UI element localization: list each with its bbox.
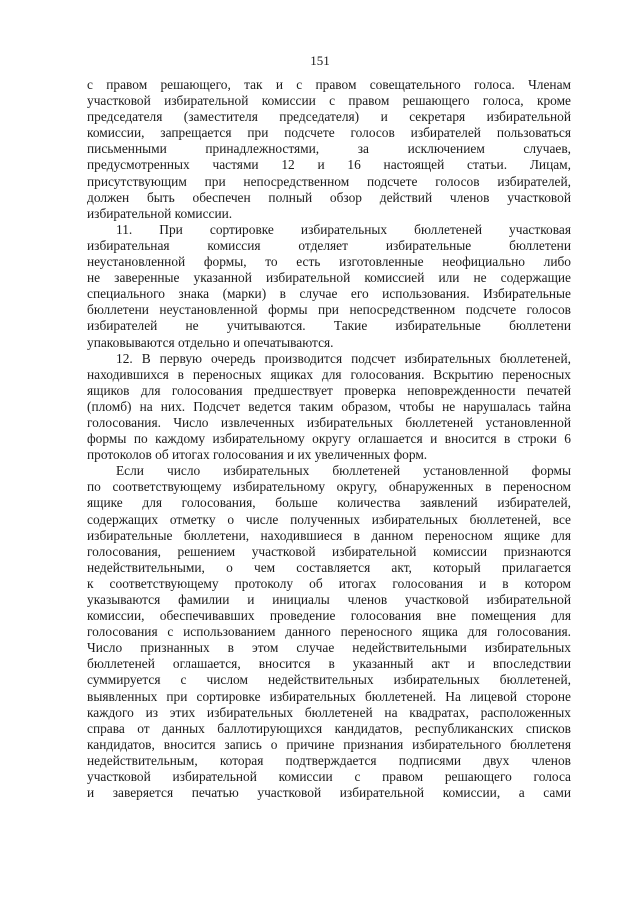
- text-line: суммируется с числом недействительных избирательных бюллетеней,: [87, 672, 571, 688]
- text-line: протоколов об итогах голосования и их увеличенных форм.: [87, 447, 428, 463]
- text-line: письменными принадлежностями, за исключением случаев,: [87, 141, 571, 157]
- text-line: справа от данных баллотирующихся кандидатов, республиканских списков: [87, 720, 571, 736]
- text-line: должен быть обеспечен полный обзор действий членов участковой: [87, 189, 571, 205]
- text-line: избирательные бюллетени, находившиеся в данном переносном ящике для: [87, 527, 571, 543]
- text-line: находившихся в переносных ящиках для голосования. Вскрытию переносных: [87, 366, 571, 382]
- text-line: Если число избирательных бюллетеней установленной формы: [116, 463, 571, 479]
- text-line: недействительным, которая подтверждается подписями двух членов: [87, 752, 571, 768]
- text-line: Число признанных в этом случае недействительными избирательных: [87, 640, 571, 656]
- text-line: каждого из этих избирательных бюллетеней на квадратах, расположенных: [87, 704, 571, 720]
- text-line: и заверяется печатью участковой избирательной комиссии, а сами: [87, 785, 571, 801]
- text-line: недействительными, о чем составляется акт, который прилагается: [87, 559, 571, 575]
- document-body: [87, 77, 571, 801]
- text-line: бюллетеней оглашается, вносится в указанный акт и впоследствии: [87, 656, 571, 672]
- text-line: комиссии, запрещается при подсчете голосов избирателей пользоваться: [87, 125, 571, 141]
- text-line: содержащих отметку о числе полученных избирательных бюллетеней, все: [87, 511, 571, 527]
- text-line: участковой избирательной комиссии с правом решающего голоса, кроме: [87, 93, 571, 109]
- text-line: председателя (заместителя председателя) и секретаря избирательной: [87, 109, 571, 125]
- text-line: голосования. Число извлеченных избирательных бюллетеней установленной: [87, 414, 571, 430]
- text-line: неустановленной формы, то есть изготовленные неофициально либо: [87, 254, 571, 270]
- text-line: 12. В первую очередь производится подсчет избирательных бюллетеней,: [116, 350, 571, 366]
- text-line: голосования с использованием данного переносного ящика для голосования.: [87, 624, 571, 640]
- text-line: указываются фамилии и инициалы членов участковой избирательной: [87, 592, 571, 607]
- text-line: по соответствующему избирательному округу, обнаруженных в переносном: [87, 479, 571, 495]
- text-line: присутствующим при непосредственном подсчете голосов избирателей,: [87, 173, 571, 189]
- text-line: избирательной комиссии.: [87, 205, 233, 221]
- text-line: ящиков для голосования предшествует проверка неповрежденности печатей: [87, 382, 571, 398]
- text-line: предусмотренных частями 12 и 16 настоящей статьи. Лицам,: [87, 157, 571, 173]
- text-line: упаковываются отдельно и опечатываются.: [87, 334, 334, 350]
- text-line: выявленных при сортировке избирательных бюллетеней. На лицевой стороне: [87, 688, 571, 704]
- text-line: кандидатов, вносится запись о причине признания избирательного бюллетеня: [87, 736, 571, 752]
- text-line: участковой избирательной комиссии с правом решающего голоса: [87, 769, 571, 785]
- text-line: к соответствующему протоколу об итогах голосования и в котором: [87, 575, 571, 591]
- text-line: специального знака (марки) в случае его использования. Избирательные: [87, 286, 571, 302]
- text-line: с правом решающего, так и с правом совещательного голоса. Членам: [87, 77, 571, 92]
- text-line: бюллетени неустановленной формы при непосредственном подсчете голосов: [87, 302, 571, 318]
- page-number: 151: [310, 53, 330, 68]
- text-line: не заверенные указанной избирательной комиссией или не содержащие: [87, 270, 571, 286]
- text-line: голосования, решением участковой избирательной комиссии признаются: [87, 543, 571, 559]
- text-line: формы по каждому избирательному округу оглашается и вносится в строки 6: [87, 431, 571, 447]
- text-line: избирательная комиссия отделяет избирательные бюллетени: [87, 237, 571, 253]
- text-line: (пломб) на них. Подсчет ведется таким образом, чтобы не нарушалась тайна: [87, 398, 571, 414]
- text-line: 11. При сортировке избирательных бюллетеней участковая: [116, 221, 571, 237]
- text-line: комиссии, обеспечивавших проведение голосования вне помещения для: [87, 608, 571, 624]
- text-line: ящике для голосования, больше количества заявлений избирателей,: [87, 495, 571, 511]
- text-line: избирателей не учитываются. Такие избирательные бюллетени: [87, 318, 571, 334]
